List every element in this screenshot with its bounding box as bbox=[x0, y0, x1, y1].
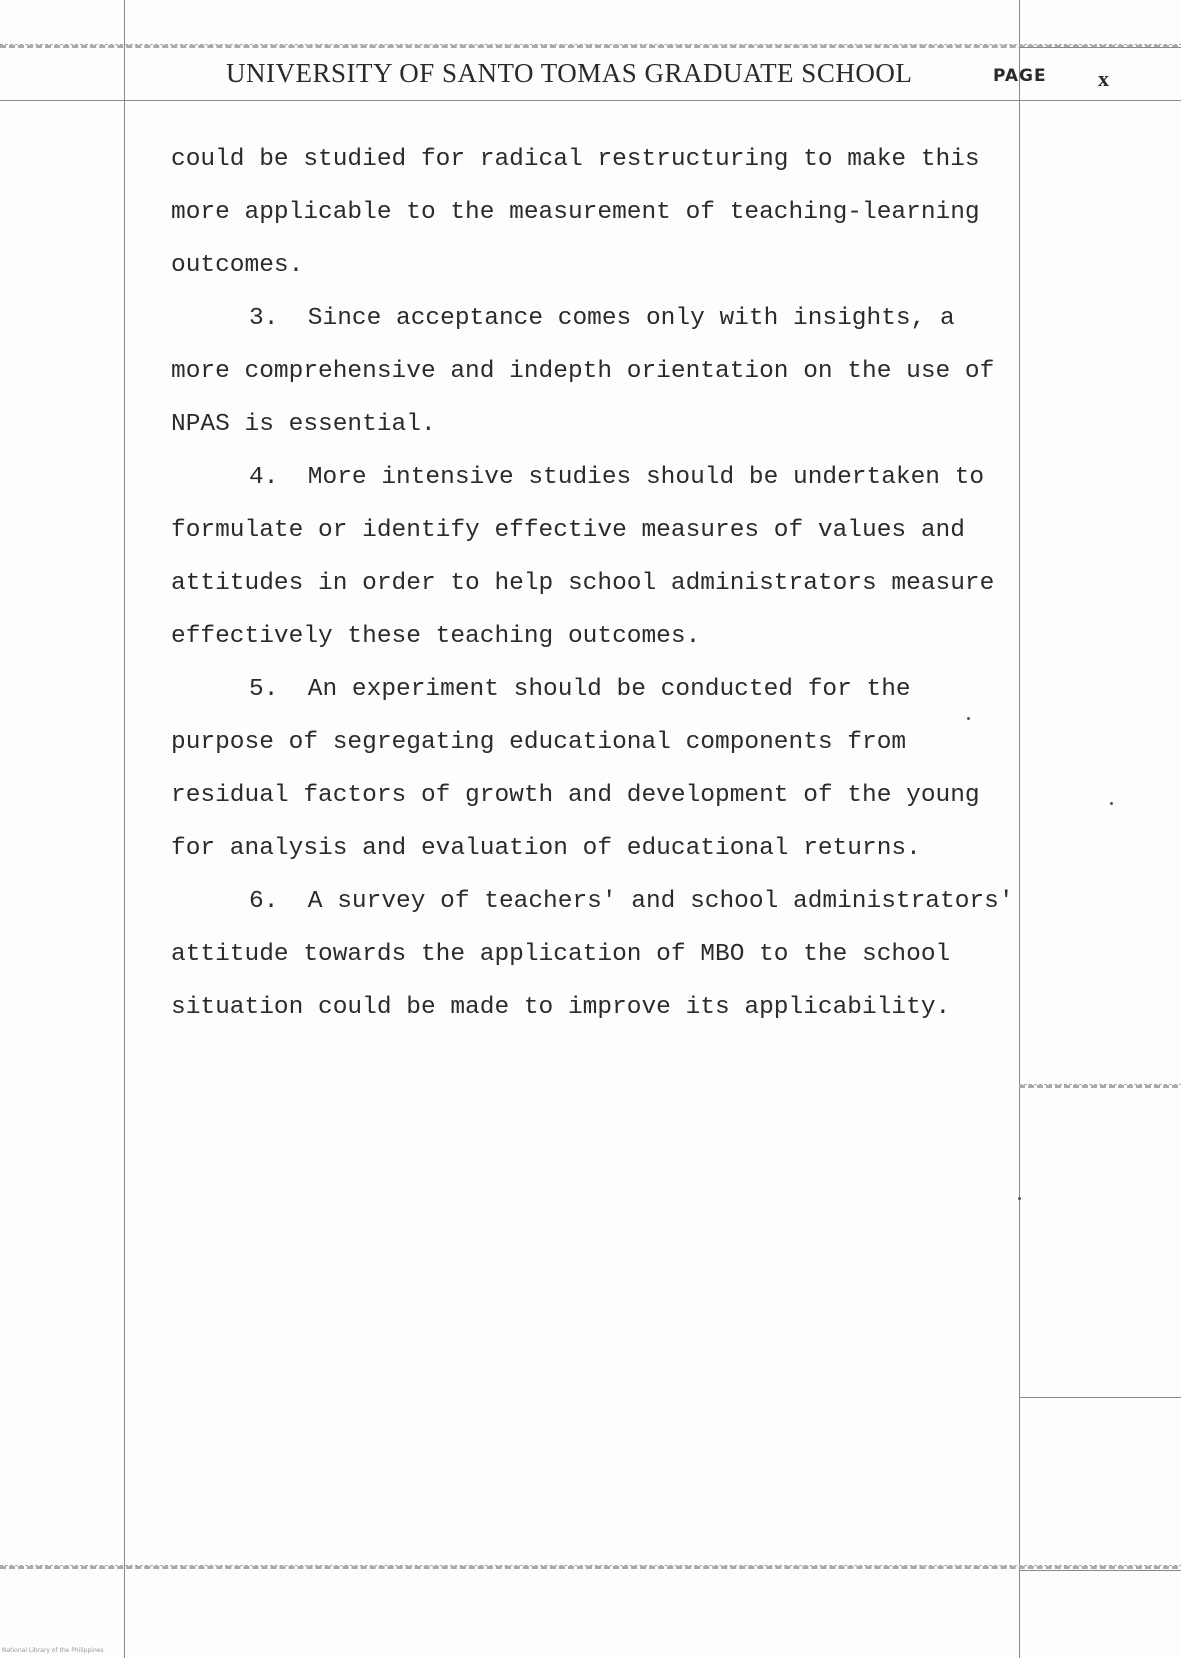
text-line: situation could be made to improve its applicability. bbox=[171, 994, 951, 1021]
right-tab-rule-2 bbox=[1019, 1397, 1181, 1398]
text-line: for analysis and evaluation of educational returns. bbox=[171, 835, 921, 862]
scan-speck bbox=[967, 717, 970, 720]
header-title: UNIVERSITY OF SANTO TOMAS GRADUATE SCHOOL bbox=[226, 58, 913, 88]
scan-speck bbox=[1110, 802, 1113, 805]
recommendation-3: 3. Since acceptance comes only with insights, a bbox=[249, 305, 955, 332]
text-line: attitude towards the application of MBO to the school bbox=[171, 941, 951, 968]
scan-speck bbox=[1018, 1197, 1021, 1200]
left-margin-rule bbox=[124, 0, 125, 1658]
bottom-right-rule bbox=[1019, 1570, 1181, 1571]
recommendation-4: 4. More intensive studies should be undertaken to bbox=[249, 464, 985, 491]
footer-scan-note: National Library of the Philippines bbox=[2, 1647, 104, 1654]
page-box-top-rule bbox=[1019, 47, 1181, 48]
bottom-rule bbox=[0, 1565, 1181, 1569]
recommendation-5: 5. An experiment should be conducted for the bbox=[249, 676, 911, 703]
top-edge-rule bbox=[0, 44, 1181, 48]
text-line: could be studied for radical restructuring to make this bbox=[171, 146, 980, 173]
header-rule bbox=[0, 100, 1181, 101]
text-line: more applicable to the measurement of teaching-learning bbox=[171, 199, 980, 226]
text-line: outcomes. bbox=[171, 252, 304, 279]
text-line: formulate or identify effective measures of values and bbox=[171, 517, 965, 544]
text-line: residual factors of growth and development of the young bbox=[171, 782, 980, 809]
text-line: attitudes in order to help school administrators measure bbox=[171, 570, 995, 597]
body-text bbox=[171, 133, 1051, 1034]
recommendation-6: 6. A survey of teachers' and school administrators' bbox=[249, 888, 1014, 915]
header-page-label: PAGE bbox=[993, 66, 1047, 86]
text-line: purpose of segregating educational components from bbox=[171, 729, 907, 756]
text-line: NPAS is essential. bbox=[171, 411, 436, 438]
text-line: more comprehensive and indepth orientation on the use of bbox=[171, 358, 995, 385]
right-tab-rule-1 bbox=[1019, 1084, 1181, 1088]
text-line: effectively these teaching outcomes. bbox=[171, 623, 701, 650]
header-page-number: x bbox=[1098, 66, 1109, 91]
